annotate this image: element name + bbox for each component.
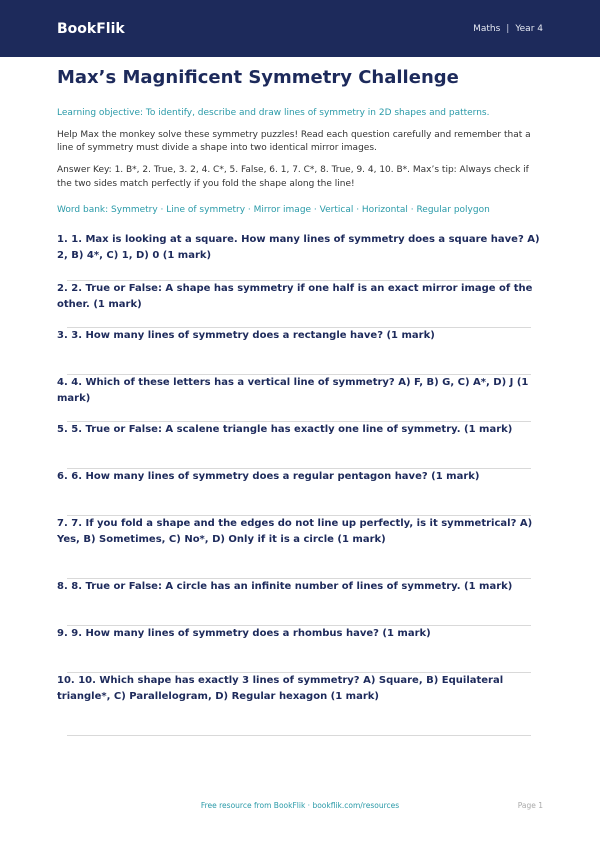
meta-separator: | bbox=[506, 23, 510, 34]
footer-resource-link[interactable]: Free resource from BookFlik · bookflik.com/resources bbox=[200, 801, 400, 810]
brand-logo[interactable]: BookFlik bbox=[57, 20, 125, 37]
footer bbox=[0, 801, 600, 815]
answer-key: Answer Key: 1. B*, 2. True, 3. 2, 4. C*, 5. False, 6. 1, 7. C*, 8. True, 9. 4, 10. B*. Max’s tip: Always check if the two sides match perfectly if you fold the shape along the line! bbox=[57, 165, 529, 190]
question-9: 9. 9. How many lines of symmetry does a rhombus have? (1 mark) bbox=[57, 628, 431, 640]
word-bank: Word bank: Symmetry · Line of symmetry · Mirror image · Vertical · Horizontal · Regular polygon bbox=[57, 205, 490, 216]
question-list bbox=[57, 232, 543, 736]
worksheet-content bbox=[57, 57, 543, 736]
question-2: 2. 2. True or False: A shape has symmetry if one half is an exact mirror image of the other. (1 mark) bbox=[57, 283, 533, 310]
question-3: 3. 3. How many lines of symmetry does a rectangle have? (1 mark) bbox=[57, 330, 435, 342]
learning-objective: Learning objective: To identify, describe and draw lines of symmetry in 2D shapes and patterns. bbox=[57, 107, 490, 118]
page-number: Page 1 bbox=[517, 801, 543, 810]
question-6: 6. 6. How many lines of symmetry does a regular pentagon have? (1 mark) bbox=[57, 471, 480, 483]
header-bar bbox=[0, 0, 600, 57]
question-10: 10. 10. Which shape has exactly 3 lines of symmetry? A) Square, B) Equilateral triangle*, C) Parallelogram, D) Regular hexagon (1 mark) bbox=[57, 675, 504, 702]
answer-line-10[interactable] bbox=[67, 735, 531, 736]
intro-text: Help Max the monkey solve these symmetry puzzles! Read each question carefully and remember that a line of symmetry must divide a shape into two identical mirror images. bbox=[57, 129, 531, 154]
page-title: Max’s Magnificent Symmetry Challenge bbox=[57, 67, 459, 88]
question-8: 8. 8. True or False: A circle has an infinite number of lines of symmetry. (1 mark) bbox=[57, 581, 513, 593]
subject-label: Maths bbox=[473, 23, 501, 34]
year-label: Year 4 bbox=[515, 23, 543, 34]
question-7: 7. 7. If you fold a shape and the edges do not line up perfectly, is it symmetrical? A) Yes, B) Sometimes, C) No*, D) Only if it is a circle (1 mark) bbox=[57, 518, 533, 545]
question-5: 5. 5. True or False: A scalene triangle has exactly one line of symmetry. (1 mark) bbox=[57, 424, 513, 436]
question-1: 1. 1. Max is looking at a square. How many lines of symmetry does a square have? A) 2, B) 4*, C) 1, D) 0 (1 mark) bbox=[57, 234, 540, 261]
subject-year bbox=[473, 24, 543, 34]
question-4: 4. 4. Which of these letters has a vertical line of symmetry? A) F, B) G, C) A*, D) J (1 mark) bbox=[57, 377, 529, 404]
